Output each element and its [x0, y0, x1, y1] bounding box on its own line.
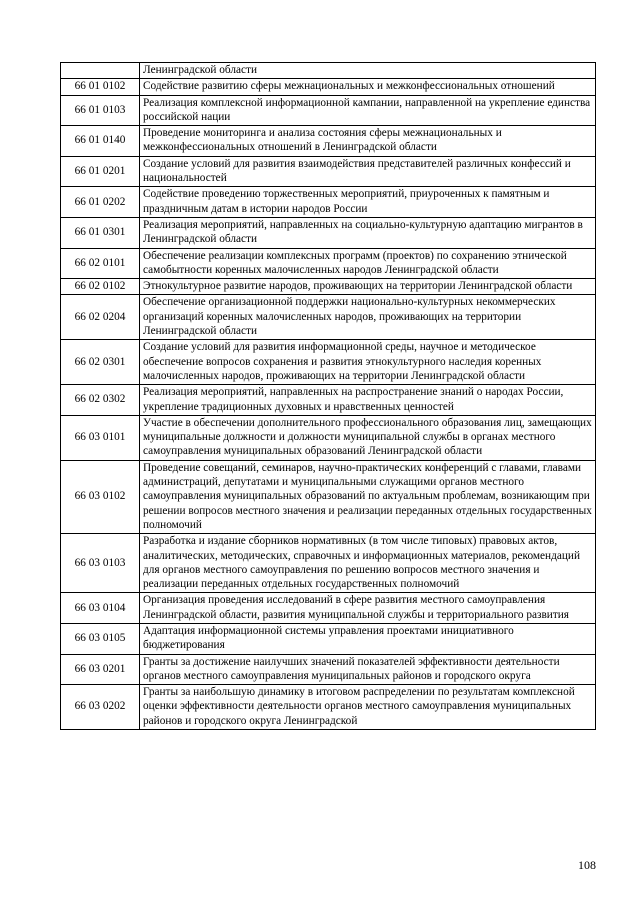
table-body	[61, 63, 596, 730]
code-cell: 66 01 0201	[61, 156, 140, 187]
code-cell: 66 02 0101	[61, 248, 140, 279]
table-row	[61, 654, 596, 685]
description-cell: Реализация мероприятий, направленных на распространение знаний о народах России, укрепление традиционных духовных и нравственных ценностей	[140, 385, 596, 416]
code-cell: 66 03 0104	[61, 593, 140, 624]
description-cell: Гранты за наибольшую динамику в итоговом распределении по результатам комплексной оценки эффективности деятельности органов местного самоуправления муниципальных районов и городского округа Ленинградской	[140, 685, 596, 730]
description-cell: Разработка и издание сборников нормативных (в том числе типовых) правовых актов, аналитических, методических, справочных и информационных материалов, рекомендаций для органов местного самоуправления по решению вопросов местного значения и реализации переданных отдельных государственных полномочий	[140, 534, 596, 593]
code-cell: 66 01 0103	[61, 95, 140, 126]
table-row	[61, 623, 596, 654]
budget-codes-table	[60, 62, 596, 730]
table-row	[61, 415, 596, 460]
description-cell: Обеспечение реализации комплексных программ (проектов) по сохранению этнической самобытности коренных малочисленных народов Ленинградской области	[140, 248, 596, 279]
description-cell: Гранты за достижение наилучших значений показателей эффективности деятельности органов местного самоуправления муниципальных районов и городского округа	[140, 654, 596, 685]
table-row	[61, 340, 596, 385]
table-row	[61, 685, 596, 730]
description-cell: Участие в обеспечении дополнительного профессионального образования лиц, замещающих муниципальные должности и должности муниципальной службы в органах местного самоуправления муниципальных образований Ленинградской области	[140, 415, 596, 460]
code-cell: 66 02 0102	[61, 279, 140, 295]
description-cell: Этнокультурное развитие народов, проживающих на территории Ленинградской области	[140, 279, 596, 295]
code-cell: 66 03 0102	[61, 460, 140, 533]
table-row	[61, 248, 596, 279]
description-cell: Обеспечение организационной поддержки национально-культурных некоммерческих организаций коренных малочисленных народов, проживающих на территории Ленинградской области	[140, 295, 596, 340]
code-cell: 66 03 0201	[61, 654, 140, 685]
code-cell: 66 03 0103	[61, 534, 140, 593]
table-row	[61, 593, 596, 624]
description-cell: Адаптация информационной системы управления проектами инициативного бюджетирования	[140, 623, 596, 654]
description-cell: Проведение совещаний, семинаров, научно-практических конференций с главами, главами администраций, депутатами и муниципальными служащими органов местного самоуправления муниципальных образований по актуальным проблемам, возникающим при решении вопросов местного значения и реализации переданных отдельных государственных полномочий	[140, 460, 596, 533]
table-row	[61, 63, 596, 79]
table-row	[61, 79, 596, 95]
code-cell: 66 01 0102	[61, 79, 140, 95]
code-cell: 66 02 0301	[61, 340, 140, 385]
code-cell: 66 01 0301	[61, 217, 140, 248]
code-cell: 66 02 0204	[61, 295, 140, 340]
table-row	[61, 279, 596, 295]
table-row	[61, 217, 596, 248]
description-cell: Создание условий для развития взаимодействия представителей различных конфессий и национальностей	[140, 156, 596, 187]
table-row	[61, 95, 596, 126]
table-row	[61, 156, 596, 187]
description-cell: Организация проведения исследований в сфере развития местного самоуправления Ленинградской области, развития муниципальной службы и территориального развития	[140, 593, 596, 624]
page-number: 108	[578, 858, 596, 872]
table-row	[61, 385, 596, 416]
table-row	[61, 187, 596, 218]
code-cell	[61, 63, 140, 79]
description-cell: Реализация комплексной информационной кампании, направленной на укрепление единства российской нации	[140, 95, 596, 126]
code-cell: 66 01 0202	[61, 187, 140, 218]
description-cell: Ленинградской области	[140, 63, 596, 79]
table-row	[61, 126, 596, 157]
description-cell: Содействие развитию сферы межнациональных и межконфессиональных отношений	[140, 79, 596, 95]
code-cell: 66 02 0302	[61, 385, 140, 416]
code-cell: 66 03 0105	[61, 623, 140, 654]
code-cell: 66 03 0101	[61, 415, 140, 460]
description-cell: Проведение мониторинга и анализа состояния сферы межнациональных и межконфессиональных отношений в Ленинградской области	[140, 126, 596, 157]
table-row	[61, 295, 596, 340]
description-cell: Создание условий для развития информационной среды, научное и методическое обеспечение вопросов сохранения и развития этнокультурного наследия коренных малочисленных народов, проживающих на территории Ленинградской области	[140, 340, 596, 385]
code-cell: 66 03 0202	[61, 685, 140, 730]
description-cell: Реализация мероприятий, направленных на социально-культурную адаптацию мигрантов в Ленинградской области	[140, 217, 596, 248]
description-cell: Содействие проведению торжественных мероприятий, приуроченных к памятным и праздничным датам в истории народов России	[140, 187, 596, 218]
table-row	[61, 460, 596, 533]
code-cell: 66 01 0140	[61, 126, 140, 157]
table-row	[61, 534, 596, 593]
